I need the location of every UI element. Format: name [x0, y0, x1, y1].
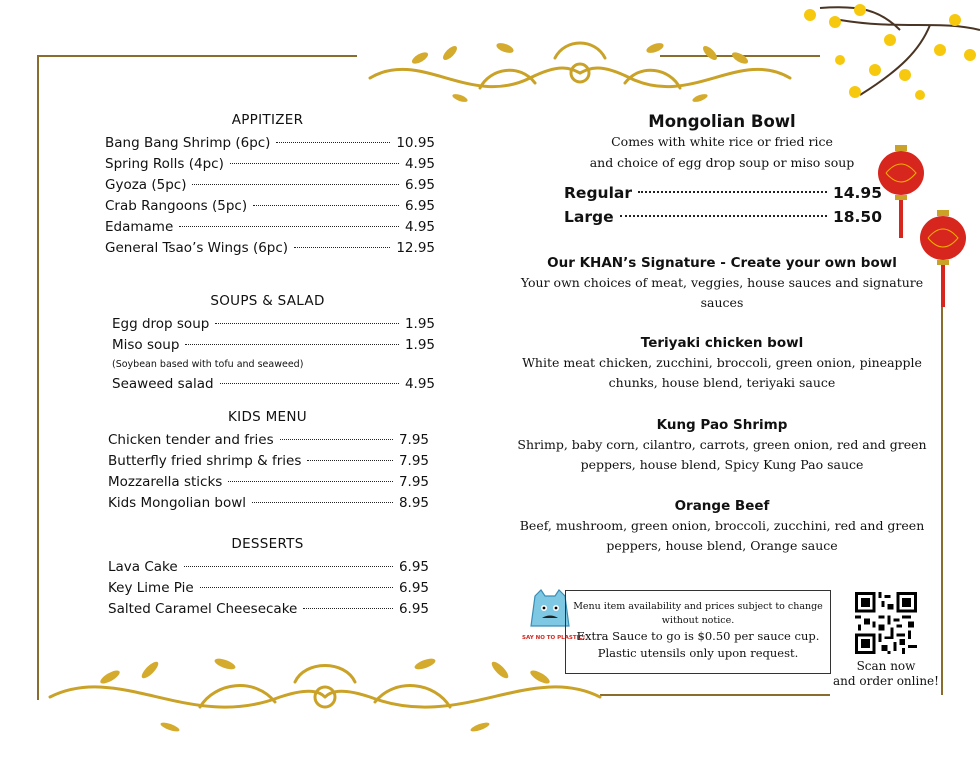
section-title-kids: KIDS MENU: [228, 409, 307, 425]
leader-dots: [276, 142, 390, 143]
item-price: 1.95: [404, 337, 435, 353]
mongolian-title: Mongolian Bowl: [648, 112, 796, 131]
soups-section: [100, 293, 435, 395]
size-large: [564, 205, 882, 229]
right-menu-column: [512, 112, 932, 556]
miso-note: (Soybean based with tofu and seaweed): [112, 359, 304, 370]
gold-ornament-top: [360, 28, 800, 113]
leader-dots: [252, 502, 393, 503]
qr-code[interactable]: [855, 592, 917, 654]
leader-dots: [192, 184, 398, 185]
special-desc: White meat chicken, zucchini, broccoli, green onion, pineapple: [522, 355, 922, 370]
leader-dots: [200, 587, 393, 588]
menu-item: [112, 314, 435, 335]
special-desc: chunks, house blend, teriyaki sauce: [608, 375, 836, 390]
size-name: Large: [564, 208, 614, 226]
item-name: Lava Cake: [108, 559, 178, 575]
leader-dots: [280, 439, 393, 440]
special-kung-pao: [512, 415, 932, 475]
item-name: Bang Bang Shrimp (6pc): [105, 135, 271, 151]
special-title: Orange Beef: [674, 498, 770, 514]
section-title-desserts: DESSERTS: [231, 536, 304, 552]
leader-dots: [303, 608, 393, 609]
menu-item: [108, 599, 429, 620]
item-name: Key Lime Pie: [108, 580, 194, 596]
item-price: 7.95: [398, 432, 429, 448]
leader-dots: [184, 566, 393, 567]
item-price: 10.95: [396, 135, 435, 151]
item-name: Edamame: [105, 219, 174, 235]
menu-item: [100, 238, 435, 259]
kids-section: [100, 409, 435, 514]
special-teriyaki: [512, 333, 932, 393]
item-price: 4.95: [404, 219, 435, 235]
item-price: 6.95: [404, 198, 435, 214]
leader-dots: [185, 344, 399, 345]
leader-dots: [638, 191, 827, 193]
frame-top-left: [37, 55, 357, 57]
section-title-appetizer: APPITIZER: [231, 112, 304, 128]
size-price: 18.50: [832, 208, 882, 226]
item-name: Spring Rolls (4pc): [105, 156, 224, 172]
menu-item: [100, 154, 435, 175]
desserts-section: [100, 536, 435, 620]
leader-dots: [307, 460, 393, 461]
mongolian-desc-2: and choice of egg drop soup or miso soup: [589, 155, 855, 170]
item-price: 4.95: [404, 376, 435, 392]
notice-line: Plastic utensils only upon request.: [597, 646, 799, 660]
item-name: Egg drop soup: [112, 316, 210, 332]
special-desc: Beef, mushroom, green onion, broccoli, zucchini, red and green: [519, 518, 925, 533]
item-name: Miso soup: [112, 337, 180, 353]
menu-item: [108, 472, 429, 493]
item-price: 7.95: [398, 474, 429, 490]
menu-item: [100, 175, 435, 196]
size-price: 14.95: [832, 184, 882, 202]
notice-box: [565, 590, 831, 674]
section-title-soups: SOUPS & SALAD: [210, 293, 325, 309]
left-menu-column: [100, 112, 435, 620]
gold-ornament-bottom: [40, 642, 610, 747]
item-name: Butterfly fried shrimp & fries: [108, 453, 302, 469]
special-desc: Shrimp, baby corn, cilantro, carrots, green onion, red and green: [517, 437, 927, 452]
leader-dots: [215, 323, 399, 324]
menu-item: [108, 493, 429, 514]
menu-item: [100, 217, 435, 238]
notice-line: Menu item availability and prices subject to change: [573, 601, 823, 612]
qr-caption: [830, 659, 942, 689]
item-price: 1.95: [404, 316, 435, 332]
special-desc: peppers, house blend, Orange sauce: [606, 538, 838, 553]
size-name: Regular: [564, 184, 632, 202]
qr-caption-line: and order online!: [833, 674, 939, 688]
menu-item: [112, 335, 435, 356]
appetizer-section: [100, 112, 435, 259]
item-price: 6.95: [398, 580, 429, 596]
menu-item: [108, 451, 429, 472]
leader-dots: [179, 226, 399, 227]
menu-item: [100, 133, 435, 154]
special-desc: Your own choices of meat, veggies, house sauces and signature: [520, 275, 924, 290]
item-price: 7.95: [398, 453, 429, 469]
size-regular: [564, 181, 882, 205]
item-name: Chicken tender and fries: [108, 432, 274, 448]
leader-dots: [620, 215, 827, 217]
blossom-branch: [780, 0, 980, 110]
item-price: 6.95: [404, 177, 435, 193]
leader-dots: [230, 163, 399, 164]
leader-dots: [294, 247, 390, 248]
leader-dots: [228, 481, 393, 482]
item-price: 8.95: [398, 495, 429, 511]
item-name: Salted Caramel Cheesecake: [108, 601, 298, 617]
item-name: Kids Mongolian bowl: [108, 495, 247, 511]
mongolian-desc-1: Comes with white rice or fried rice: [611, 134, 833, 149]
item-price: 6.95: [398, 601, 429, 617]
item-name: Seaweed salad: [112, 376, 214, 392]
item-name: Mozzarella sticks: [108, 474, 223, 490]
special-desc: sauces: [700, 295, 744, 310]
special-title: Teriyaki chicken bowl: [640, 335, 804, 351]
item-name: Crab Rangoons (5pc): [105, 198, 248, 214]
menu-item: [108, 557, 429, 578]
notice-line: without notice.: [661, 615, 735, 626]
frame-right: [941, 265, 943, 695]
frame-left: [37, 55, 39, 700]
special-title: Our KHAN’s Signature - Create your own bowl: [547, 255, 897, 271]
leader-dots: [220, 383, 399, 384]
item-name: Gyoza (5pc): [105, 177, 187, 193]
frame-bottom-right: [600, 694, 830, 696]
menu-item: [112, 374, 435, 395]
special-orange-beef: [512, 496, 932, 556]
special-title: Kung Pao Shrimp: [656, 417, 788, 433]
menu-item: [108, 578, 429, 599]
menu-item: [100, 196, 435, 217]
notice-line: Extra Sauce to go is $0.50 per sauce cup.: [576, 629, 820, 643]
no-plastic-text: SAY NO TO PLASTIC!: [522, 635, 586, 641]
special-desc: peppers, house blend, Spicy Kung Pao sauce: [580, 457, 864, 472]
menu-item: [108, 430, 429, 451]
item-price: 4.95: [404, 156, 435, 172]
special-signature: [512, 253, 932, 313]
leader-dots: [253, 205, 399, 206]
item-name: General Tsao’s Wings (6pc): [105, 240, 289, 256]
qr-caption-line: Scan now: [856, 659, 916, 673]
item-price: 6.95: [398, 559, 429, 575]
item-price: 12.95: [396, 240, 435, 256]
